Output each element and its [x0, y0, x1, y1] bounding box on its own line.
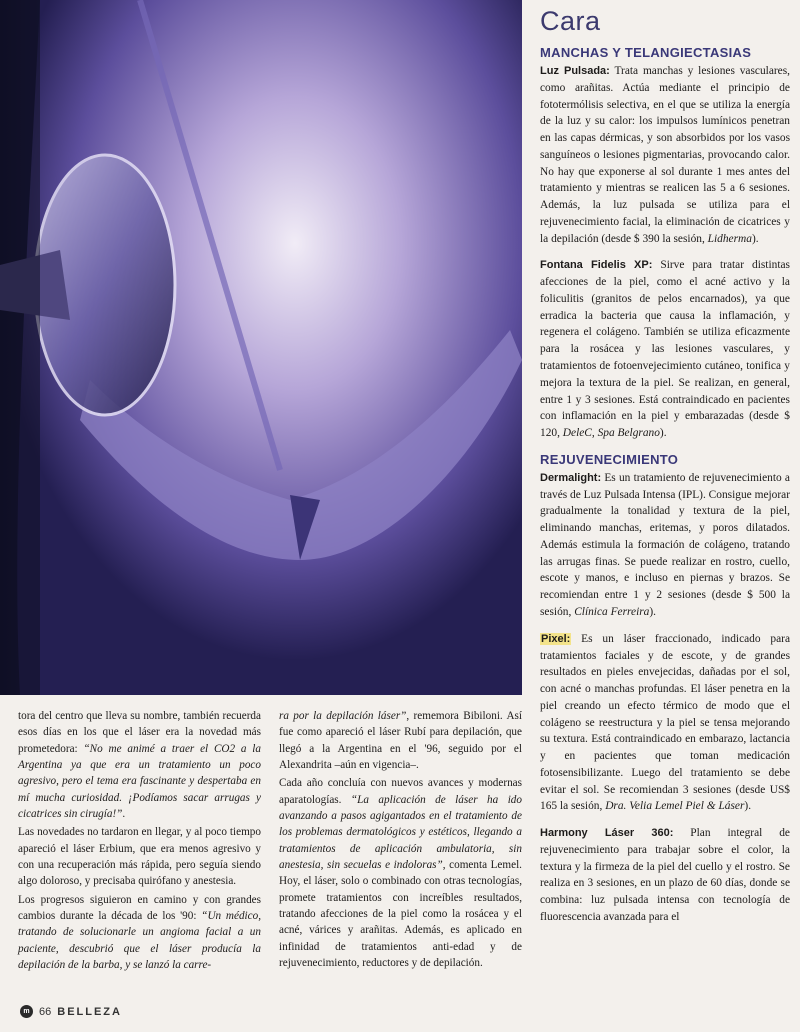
paragraph-fontana: Fontana Fidelis XP: Sirve para tratar distintas afecciones de la piel, como el acné activo y la foliculitis (granitos de pelos encarnados), ya que erradica la bacteria que causa la inflamación, y regenera el colágeno. También se utiliza eficazmente para la rosácea y las lesiones vasculares, y tratamientos de fotoenvejecimiento cutáneo, tonifica y mejora la textura de la piel. Se realizan, en general, entre 1 y 3 sesiones. Está contraindicado en pacientes con inflamación en la piel y embarazadas (desde $ 120, DeleC, Spa Belgrano).: [540, 259, 790, 440]
term-harmony: Harmony Láser 360:: [540, 827, 674, 840]
paragraph-history-3: Los progresos siguieron en camino y con grandes cambios durante la década de los '90: “Un médico, tratando de solucionarle un angioma facial a un paciente, descubrió que el láser producía la depilación de la barba, y se lanzó la carre-: [18, 893, 261, 972]
column-left: [18, 708, 261, 974]
term-pixel: Pixel:: [541, 632, 571, 645]
paragraph-history-1: tora del centro que lleva su nombre, también recuerda esos días en los que el láser era la novedad más prometedora: “No me animé a traer el CO2 a la Argentina ya que era un tratamiento un poco agresivo, pero el tema era fascinante y despertaba en mí mucha curiosidad. ¡Podíamos sacar arrugas y cicatrices sin cirugía!”.: [18, 710, 261, 821]
photo-illustration: [0, 0, 522, 695]
heading-rejuvenecimiento: REJUVENECIMIENTO: [540, 451, 679, 467]
heading-manchas: MANCHAS Y TELANGIECTASIAS: [540, 45, 752, 60]
photo-treatment: [0, 0, 522, 695]
term-dermalight: Dermalight:: [540, 471, 602, 484]
term-fontana: Fontana Fidelis XP:: [540, 259, 653, 272]
magazine-logo-icon: m: [20, 1005, 33, 1018]
magazine-section-name: BELLEZA: [57, 1005, 122, 1018]
paragraph-history-2: Las novedades no tardaron en llegar, y al poco tiempo apareció el láser Erbium, que era menos agresivo y con una recuperación más rápida, pero seguía siendo algo doloroso, y precisaba quirófano y anestesia.: [18, 826, 261, 888]
bottom-columns: [18, 708, 522, 974]
section-title: Cara: [540, 6, 601, 36]
paragraph-dermalight: Dermalight: Es un tratamiento de rejuvenecimiento a través de Luz Pulsada Intensa (IPL). Consigue mejorar gradualmente la tonalidad y textura de la piel, eliminando manchas, eritemas, y poros dilatados. Además estimula la formación de colágeno, tratando las arrugas finas. Se puede realizar en rostro, cuello, escote y manos, e incluso en piernas y brazos. Se recomiendan entre 1 y 2 sesiones (desde $ 500 la sesión, Clínica Ferreira).: [540, 471, 790, 618]
term-luz-pulsada: Luz Pulsada:: [540, 65, 610, 77]
paragraph-history-4: ra por la depilación láser”, rememora Bibiloni. Así fue como apareció el láser Rubí para depilación, que llegó a la Argentina en el '96, seguido por el Alexandrita –aún en vigencia–.: [279, 710, 522, 772]
paragraph-luz-pulsada: Luz Pulsada: Trata manchas y lesiones vasculares, como arañitas. Actúa mediante el principio de fototermólisis selectiva, en el que se utiliza la energía de la luz y su calor: los impulsos lumínicos penetran en las capas dérmicas, y son absorbidos por los vasos sanguíneos o lesiones pigmentarias, provocando calor. No hay que exponerse al sol durante 1 mes antes del tratamiento y mientras se realicen las 5 a 6 sesiones. Además, la luz pulsada se utiliza para el rejuvenecimiento facial, la eliminación de cicatrices y la depilación (desde $ 390 la sesión, Lidherma).: [540, 65, 791, 245]
column-right: [279, 708, 522, 974]
page-footer: [20, 1005, 122, 1018]
page-number: 66: [39, 1005, 52, 1018]
paragraph-pixel: Pixel: Es un láser fraccionado, indicado para tratamientos faciales y de escote, y de grandes resultados en pieles envejecidas, dañadas por el sol, con acné o manchas profundas. El láser penetra en la piel creando un efecto térmico de modo que el colágeno se reestructura y la piel se tensa mejorando su textura. Está contraindicado en embarazo, lactancia y en pacientes que toman medicación fotosensibilizante. Luego del tratamiento se debe evitar el sol. Se recomiendan 3 sesiones (desde US$ 165 la sesión, Dra. Velia Lemel Piel & Láser).: [540, 632, 790, 813]
paragraph-harmony: Harmony Láser 360: Plan integral de rejuvenecimiento para trabajar sobre el color, la textura y la firmeza de la piel del cuello y el rostro. Se realiza en 3 sesiones, en un plazo de 60 días, donde se combina: luz pulsada intensa con tecnología de fluorescencia avanzada para el: [540, 827, 790, 923]
paragraph-history-5: Cada año concluía con nuevos avances y modernas aparatologías. “La aplicación de láser ha ido avanzando a pasos agigantados en el tratamiento de los problemas dermatológicos y estéticos, llegando a tratamientos de aplicación ambulatoria, sin anestesia, sin secuelas e indoloras”, comenta Lemel. Hoy, el láser, solo o combinado con otras tecnologías, promete tratamientos con increíbles resultados, tratando afecciones de la piel como la rosácea y el acné, várices y arañitas. Además, es aplicado en infinidad de tratamientos anti-edad y de rejuvenecimiento, reductores y de depilación.: [279, 777, 522, 970]
right-column: [540, 0, 790, 936]
